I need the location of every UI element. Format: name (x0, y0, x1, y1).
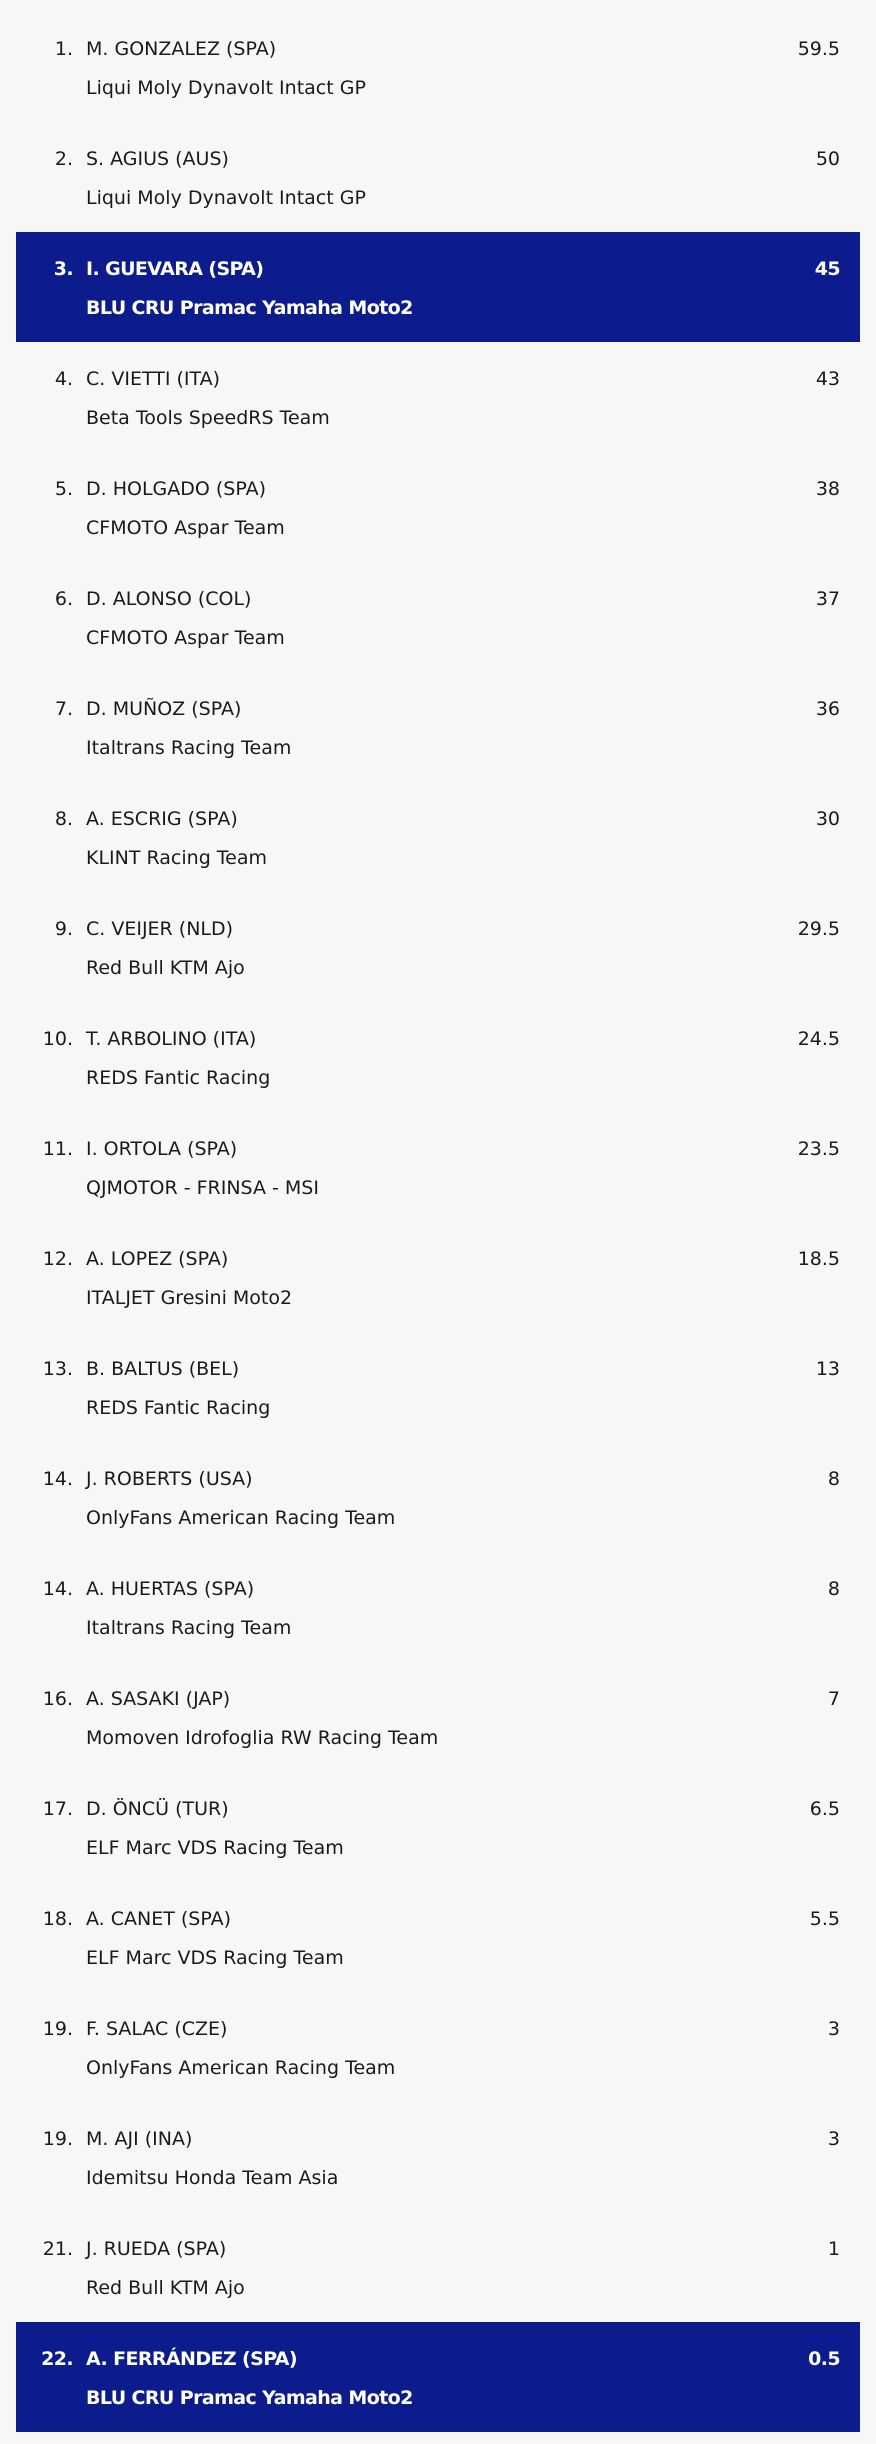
team-name: Liqui Moly Dynavolt Intact GP (86, 77, 366, 99)
rider-name: D. ALONSO (COL) (86, 588, 252, 610)
standings-row[interactable] (16, 672, 860, 782)
rider-name: A. SASAKI (JAP) (86, 1688, 231, 1710)
position: 4. (54, 368, 73, 390)
standings-row-highlighted[interactable] (16, 2322, 860, 2432)
rider-name: A. ESCRIG (SPA) (86, 808, 238, 830)
position: 6. (54, 588, 73, 610)
standings-row[interactable] (16, 452, 860, 562)
position: 5. (54, 478, 73, 500)
points: 8 (827, 1468, 840, 1490)
rider-name: F. SALAC (CZE) (86, 2018, 228, 2040)
points: 7 (827, 1688, 840, 1710)
position: 9. (54, 918, 73, 940)
position: 11. (42, 1138, 73, 1160)
points: 1 (827, 2238, 840, 2260)
team-name: Italtrans Racing Team (86, 737, 292, 759)
standings-row[interactable] (16, 1112, 860, 1222)
team-name: REDS Fantic Racing (86, 1067, 271, 1089)
standings-row[interactable] (16, 1442, 860, 1552)
rider-name: T. ARBOLINO (ITA) (86, 1028, 257, 1050)
points: 3 (827, 2128, 840, 2150)
rider-name: A. HUERTAS (SPA) (86, 1578, 255, 1600)
points: 37 (815, 588, 840, 610)
rider-name: A. CANET (SPA) (86, 1908, 231, 1930)
position: 8. (54, 808, 73, 830)
team-name: Idemitsu Honda Team Asia (86, 2167, 339, 2189)
rider-name: C. VEIJER (NLD) (86, 918, 234, 940)
points: 50 (815, 148, 840, 170)
team-name: CFMOTO Aspar Team (86, 517, 285, 539)
points: 59.5 (797, 38, 840, 60)
points: 43 (815, 368, 840, 390)
standings-row[interactable] (16, 342, 860, 452)
team-name: CFMOTO Aspar Team (86, 627, 285, 649)
standings-row[interactable] (16, 1992, 860, 2102)
team-name: OnlyFans American Racing Team (86, 2057, 396, 2079)
team-name: QJMOTOR - FRINSA - MSI (86, 1177, 319, 1199)
rider-name: S. AGIUS (AUS) (86, 148, 229, 170)
points: 18.5 (797, 1248, 840, 1270)
standings-row[interactable] (16, 122, 860, 232)
standings-row[interactable] (16, 892, 860, 1002)
standings-row[interactable] (16, 562, 860, 672)
standings-row[interactable] (16, 782, 860, 892)
position: 10. (42, 1028, 73, 1050)
team-name: BLU CRU Pramac Yamaha Moto2 (86, 2387, 413, 2409)
position: 22. (41, 2348, 73, 2370)
team-name: Liqui Moly Dynavolt Intact GP (86, 187, 366, 209)
team-name: Italtrans Racing Team (86, 1617, 292, 1639)
points: 13 (815, 1358, 840, 1380)
position: 14. (42, 1578, 73, 1600)
points: 5.5 (809, 1908, 840, 1930)
team-name: ELF Marc VDS Racing Team (86, 1947, 344, 1969)
rider-name: C. VIETTI (ITA) (86, 368, 221, 390)
position: 16. (42, 1688, 73, 1710)
team-name: Momoven Idrofoglia RW Racing Team (86, 1727, 439, 1749)
points: 36 (815, 698, 840, 720)
rider-name: M. GONZALEZ (SPA) (86, 38, 277, 60)
rider-name: A. LOPEZ (SPA) (86, 1248, 229, 1270)
rider-name: M. AJI (INA) (86, 2128, 193, 2150)
team-name: ELF Marc VDS Racing Team (86, 1837, 344, 1859)
team-name: Red Bull KTM Ajo (86, 957, 245, 979)
team-name: Red Bull KTM Ajo (86, 2277, 245, 2299)
standings-row[interactable] (16, 1552, 860, 1662)
position: 18. (42, 1908, 73, 1930)
position: 12. (42, 1248, 73, 1270)
position: 17. (42, 1798, 73, 1820)
rider-name: I. GUEVARA (SPA) (86, 258, 264, 280)
position: 3. (53, 258, 73, 280)
standings-row[interactable] (16, 1332, 860, 1442)
standings-row[interactable] (16, 12, 860, 122)
standings-row[interactable] (16, 1882, 860, 1992)
standings-row[interactable] (16, 2212, 860, 2322)
rider-name: I. ORTOLA (SPA) (86, 1138, 238, 1160)
position: 1. (54, 38, 73, 60)
position: 2. (54, 148, 73, 170)
rider-name: D. MUÑOZ (SPA) (86, 698, 242, 720)
points: 29.5 (797, 918, 840, 940)
points: 8 (827, 1578, 840, 1600)
rider-name: D. ÖNCÜ (TUR) (86, 1798, 229, 1820)
standings-row[interactable] (16, 1222, 860, 1332)
standings-row[interactable] (16, 1002, 860, 1112)
team-name: ITALJET Gresini Moto2 (86, 1287, 293, 1309)
position: 19. (42, 2128, 73, 2150)
team-name: OnlyFans American Racing Team (86, 1507, 396, 1529)
rider-name: A. FERRÁNDEZ (SPA) (86, 2348, 297, 2370)
standings-row[interactable] (16, 1772, 860, 1882)
team-name: Beta Tools SpeedRS Team (86, 407, 330, 429)
position: 21. (42, 2238, 73, 2260)
rider-name: J. ROBERTS (USA) (86, 1468, 253, 1490)
points: 0.5 (808, 2348, 840, 2370)
rider-name: J. RUEDA (SPA) (86, 2238, 227, 2260)
team-name: BLU CRU Pramac Yamaha Moto2 (86, 297, 413, 319)
points: 38 (815, 478, 840, 500)
standings-row[interactable] (16, 2102, 860, 2212)
rider-name: D. HOLGADO (SPA) (86, 478, 267, 500)
points: 3 (827, 2018, 840, 2040)
points: 45 (814, 258, 840, 280)
position: 13. (42, 1358, 73, 1380)
points: 6.5 (809, 1798, 840, 1820)
points: 23.5 (797, 1138, 840, 1160)
position: 19. (42, 2018, 73, 2040)
rider-name: B. BALTUS (BEL) (86, 1358, 240, 1380)
position: 7. (54, 698, 73, 720)
team-name: KLINT Racing Team (86, 847, 268, 869)
standings-row[interactable] (16, 1662, 860, 1772)
points: 30 (815, 808, 840, 830)
team-name: REDS Fantic Racing (86, 1397, 271, 1419)
points: 24.5 (797, 1028, 840, 1050)
position: 14. (42, 1468, 73, 1490)
standings-row-highlighted[interactable] (16, 232, 860, 342)
